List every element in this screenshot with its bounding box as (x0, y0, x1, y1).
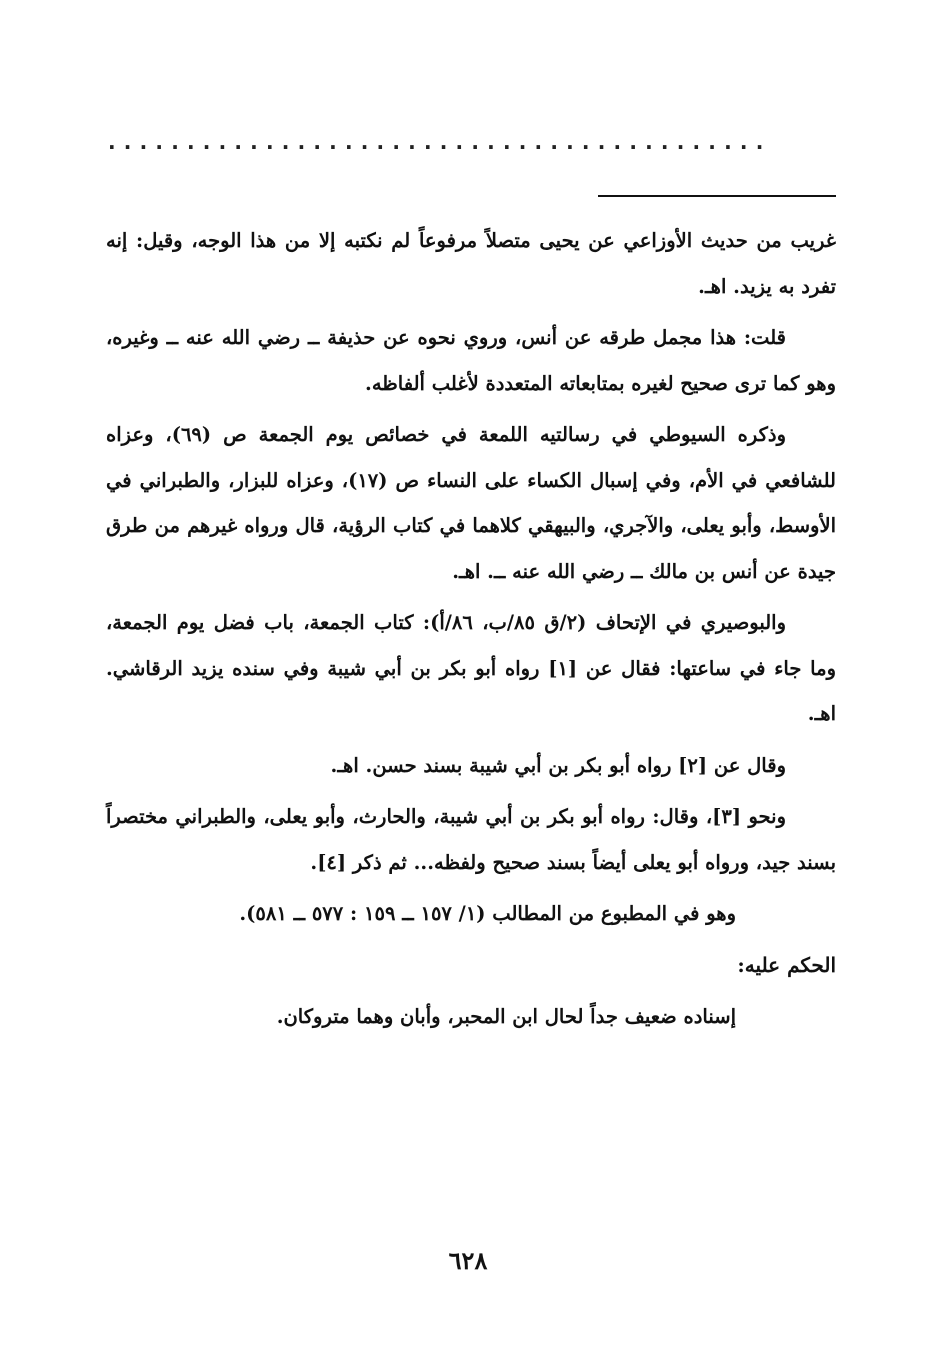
paragraph-2: قلت: هذا مجمل طرقه عن أنس، وروي نحوه عن حذيفة ــ رضي الله عنه ــ وغيره، وهو كما ترى صحيح لغيره بمتابعاته المتعددة لأغلب ألفاظه. (106, 326, 836, 395)
paragraph-7: وهو في المطبوع من المطالب (١/ ١٥٧ ــ ١٥٩ : ٥٧٧ ــ ٥٨١). (239, 902, 736, 925)
paragraph-4: والبوصيري في الإتحاف (٢/ق ٨٥/ب، ٨٦/أ): كتاب الجمعة، باب فضل يوم الجمعة، وما جاء في ساعتها: فقال عن [١] رواه أبو بكر بن أبي شيبة وفي سنده يزيد الرقاشي. اهـ. (106, 611, 836, 725)
page-number: ٦٢٨ (448, 1246, 488, 1275)
dotted-separator: .......................................... (108, 132, 772, 152)
ruling-heading: الحكم عليه: (737, 952, 836, 977)
paragraph-3: وذكره السيوطي في رسالتيه اللمعة في خصائص يوم الجمعة ص (٦٩)، وعزاه للشافعي في الأم، وفي إسبال الكساء على النساء ص (١٧)، وعزاه للبزار، والطبراني في الأوسط، وأبو يعلى، والآجري، والبيهقي كلاهما في كتاب الرؤية، قال ورواه غيرهم من طرق جيدة عن أنس بن مالك ــ رضي الله عنه ــ. اهـ. (106, 423, 836, 583)
paragraph-1: غريب من حديث الأوزاعي عن يحيى متصلاً مرفوعاً لم نكتبه إلا من هذا الوجه، وقيل: إنه تفرد به يزيد. اهـ. (106, 229, 836, 298)
footnote-rule (598, 195, 836, 197)
body-text (106, 218, 836, 1046)
paragraph-6: ونحو [٣]، وقال: رواه أبو بكر بن أبي شيبة، والحارث، وأبو يعلى، والطبراني مختصراً بسند جيد، ورواه أبو يعلى أيضاً بسند صحيح ولفظه... ثم ذكر [٤]. (106, 805, 836, 874)
ruling-text: إسناده ضعيف جداً لحال ابن المحبر، وأبان وهما متروكان. (276, 1005, 736, 1028)
paragraph-5: وقال عن [٢] رواه أبو بكر بن أبي شيبة بسند حسن. اهـ. (330, 753, 786, 777)
